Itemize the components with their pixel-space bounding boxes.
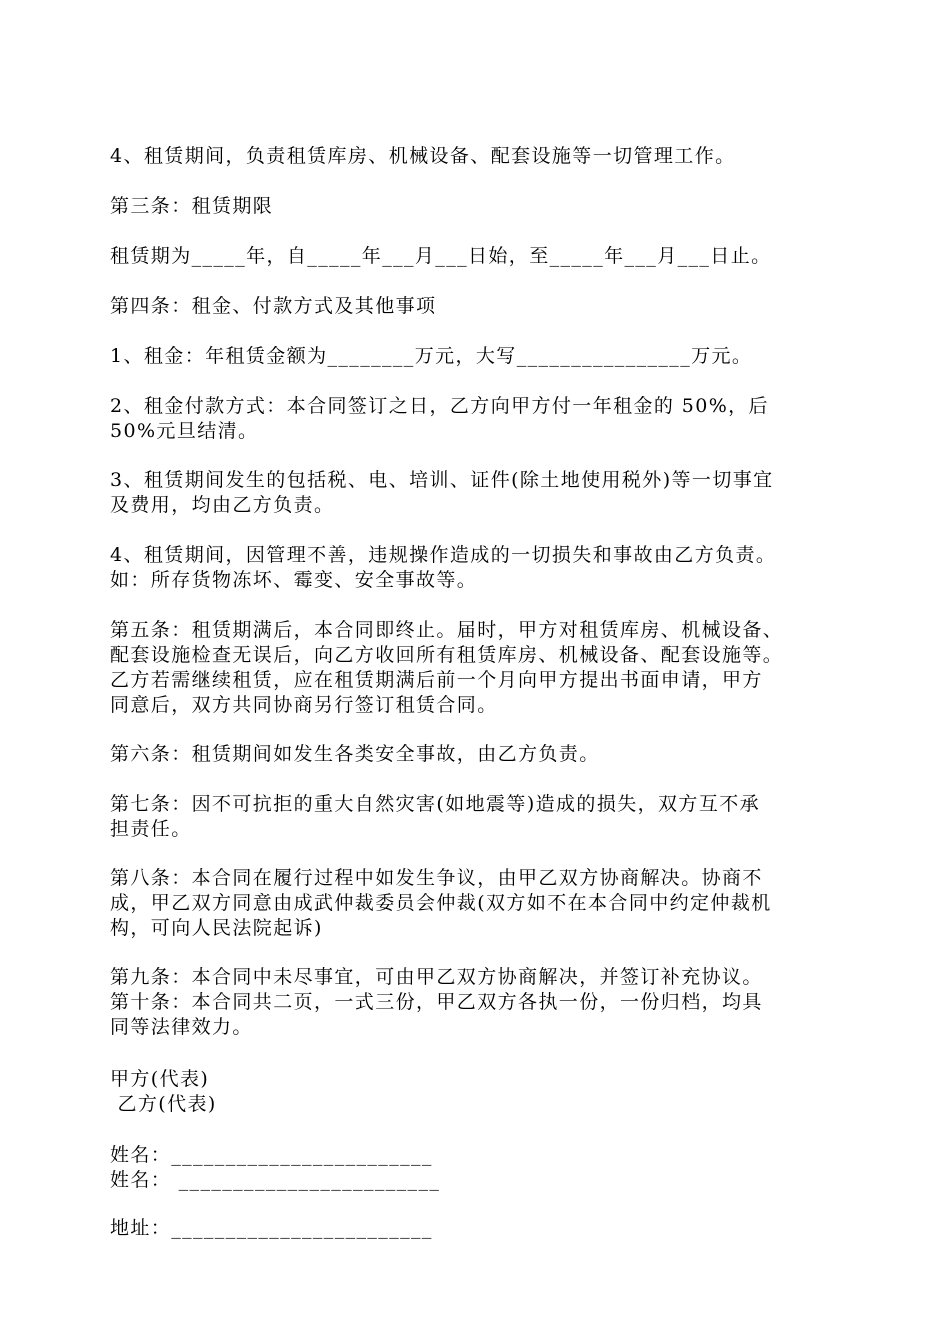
name-signature-lines <box>110 1143 845 1193</box>
text-line: 第五条：租赁期满后，本合同即终止。届时，甲方对租赁库房、机械设备、 <box>110 619 784 641</box>
text-line: 第六条：租赁期间如发生各类安全事故，由乙方负责。 <box>110 743 600 765</box>
party-b-name-line: 姓名： ________________________ <box>110 1169 441 1191</box>
text-line: 如：所存货物冻坏、霉变、安全事故等。 <box>110 569 478 591</box>
text-line: 第四条：租金、付款方式及其他事项 <box>110 295 437 317</box>
text-line: 担责任。 <box>110 818 192 840</box>
text-line: 及费用，均由乙方负责。 <box>110 494 335 516</box>
article-3-heading <box>110 194 845 219</box>
party-a-name-line: 姓名：________________________ <box>110 1144 433 1166</box>
text-line: 1、租金：年租赁金额为________万元，大写________________万元。 <box>110 345 753 367</box>
lease-term-line <box>110 244 845 269</box>
clause-3-item-4 <box>110 144 845 169</box>
rent-amount-line <box>110 344 845 369</box>
text-line: 租赁期为_____年，自_____年___月___日始，至_____年___月___日止。 <box>110 245 772 267</box>
text-line: 第十条：本合同共二页，一式三份，甲乙双方各执一份，一份归档，均具 <box>110 991 763 1013</box>
text-line: 同等法律效力。 <box>110 1016 253 1038</box>
text-line: 50%元旦结清。 <box>110 420 259 442</box>
party-b-label: 乙方(代表) <box>110 1093 217 1115</box>
text-line: 构，可向人民法院起诉) <box>110 917 323 939</box>
text-line: 4、租赁期间，负责租赁库房、机械设备、配套设施等一切管理工作。 <box>110 145 736 167</box>
article-8-paragraph <box>110 866 845 941</box>
text-line: 第八条：本合同在履行过程中如发生争议，由甲乙双方协商解决。协商不 <box>110 867 763 889</box>
address-line <box>110 1216 845 1241</box>
text-line: 配套设施检查无误后，向乙方收回所有租赁库房、机械设备、配套设施等。 <box>110 644 784 666</box>
party-a-label: 甲方(代表) <box>110 1068 210 1090</box>
text-line: 地址：________________________ <box>110 1217 433 1239</box>
text-line: 乙方若需继续租赁，应在租赁期满后前一个月向甲方提出书面申请，甲方 <box>110 669 763 691</box>
payment-method-paragraph <box>110 394 845 444</box>
text-line: 同意后，双方共同协商另行签订租赁合同。 <box>110 694 498 716</box>
article-5-paragraph <box>110 618 845 718</box>
text-line: 第三条：租赁期限 <box>110 195 274 217</box>
text-line: 第七条：因不可抗拒的重大自然灾害(如地震等)造成的损失，双方互不承 <box>110 793 761 815</box>
fees-paragraph <box>110 468 845 518</box>
text-line: 成，甲乙双方同意由成武仲裁委员会仲裁(双方如不在本合同中约定仲裁机 <box>110 892 772 914</box>
text-line: 第九条：本合同中未尽事宜，可由甲乙双方协商解决，并签订补充协议。 <box>110 966 763 988</box>
liability-paragraph <box>110 543 845 593</box>
article-4-heading <box>110 294 845 319</box>
article-9-10-paragraph <box>110 965 845 1040</box>
article-6-paragraph <box>110 742 845 767</box>
party-representatives <box>110 1067 845 1117</box>
text-line: 3、租赁期间发生的包括税、电、培训、证件(除土地使用税外)等一切事宜 <box>110 469 774 491</box>
text-line: 4、租赁期间，因管理不善，违规操作造成的一切损失和事故由乙方负责。 <box>110 544 777 566</box>
article-7-paragraph <box>110 792 845 842</box>
text-line: 2、租金付款方式：本合同签订之日，乙方向甲方付一年租金的 50%，后 <box>110 395 769 417</box>
